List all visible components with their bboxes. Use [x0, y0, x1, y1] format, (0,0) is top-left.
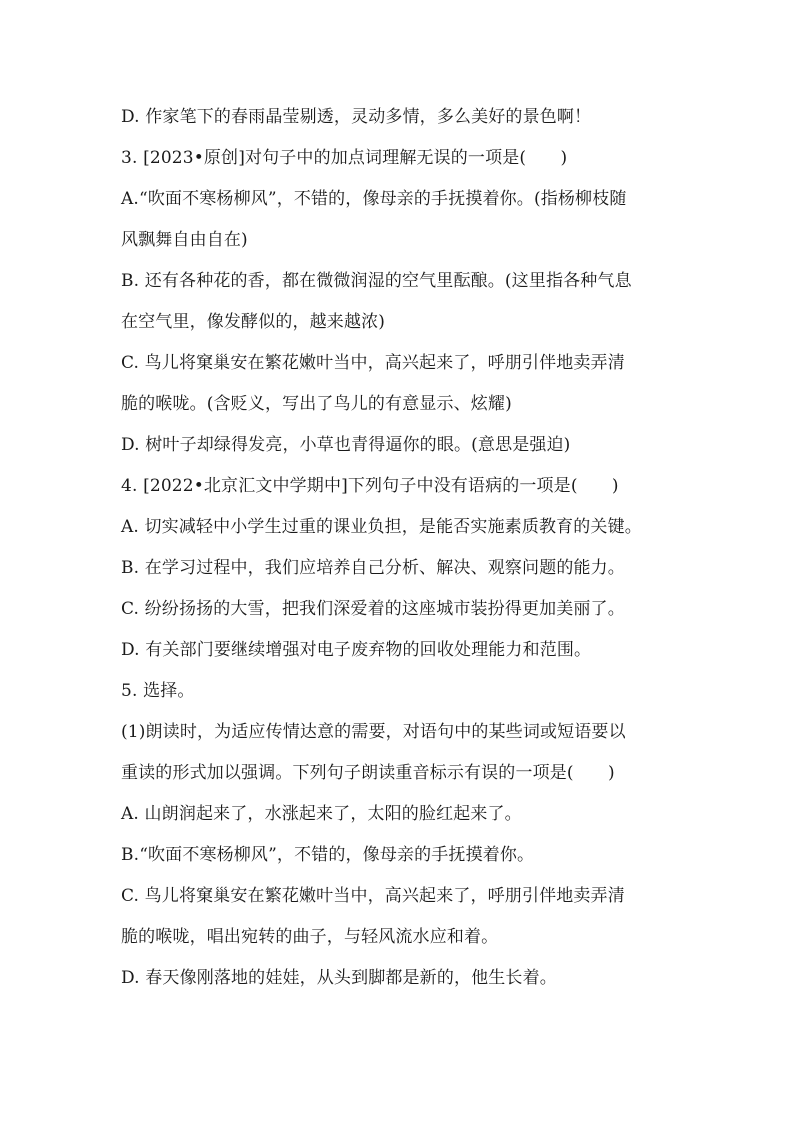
text-line: D. 有关部门要继续增强对电子废弃物的回收处理能力和范围。 [121, 640, 592, 660]
text-line: B. 还有各种花的香，都在微微润湿的空气里酝酿。(这里指各种气息 [121, 271, 632, 291]
text-line: B.“吹面不寒杨柳风”，不错的，像母亲的手抚摸着你。 [121, 845, 535, 865]
text-line: A. 山朗润起来了，水涨起来了，太阳的脸红起来了。 [121, 804, 522, 824]
text-line: 重读的形式加以强调。下列句子朗读重音标示有误的一项是( ) [121, 763, 615, 783]
text-line: 3. [2023•原创]对句子中的加点词理解无误的一项是( ) [121, 148, 568, 168]
text-line: A. 切实减轻中小学生过重的课业负担，是能否实施素质教育的关键。 [121, 517, 642, 537]
text-line: 4. [2022•北京汇文中学期中]下列句子中没有语病的一项是( ) [121, 476, 619, 496]
text-line: D. 春天像刚落地的娃娃，从头到脚都是新的，他生长着。 [121, 968, 557, 988]
text-line: 在空气里，像发酵似的，越来越浓) [121, 312, 386, 332]
text-line: (1)朗读时，为适应传情达意的需要，对语句中的某些词或短语要以 [121, 722, 626, 742]
text-line: C. 鸟儿将窠巢安在繁花嫩叶当中，高兴起来了，呼朋引伴地卖弄清 [121, 353, 625, 373]
text-line: 脆的喉咙，唱出宛转的曲子，与轻风流水应和着。 [121, 927, 499, 947]
text-line: B. 在学习过程中，我们应培养自己分析、解决、观察问题的能力。 [121, 558, 625, 578]
text-line: D. 作家笔下的春雨晶莹剔透，灵动多情，多么美好的景色啊！ [121, 107, 592, 127]
text-line: 风飘舞自由自在) [121, 230, 248, 250]
text-line: D. 树叶子却绿得发亮，小草也青得逼你的眼。(意思是强迫) [121, 435, 571, 455]
question-text [121, 101, 681, 1003]
text-line: 脆的喉咙。(含贬义，写出了鸟儿的有意显示、炫耀) [121, 394, 512, 414]
text-line: C. 鸟儿将窠巢安在繁花嫩叶当中，高兴起来了，呼朋引伴地卖弄清 [121, 886, 625, 906]
text-line: A.“吹面不寒杨柳风”，不错的，像母亲的手抚摸着你。(指杨柳枝随 [121, 189, 627, 209]
text-line: 5. 选择。 [121, 681, 195, 701]
text-line: C. 纷纷扬扬的大雪，把我们深爱着的这座城市装扮得更加美丽了。 [121, 599, 625, 619]
